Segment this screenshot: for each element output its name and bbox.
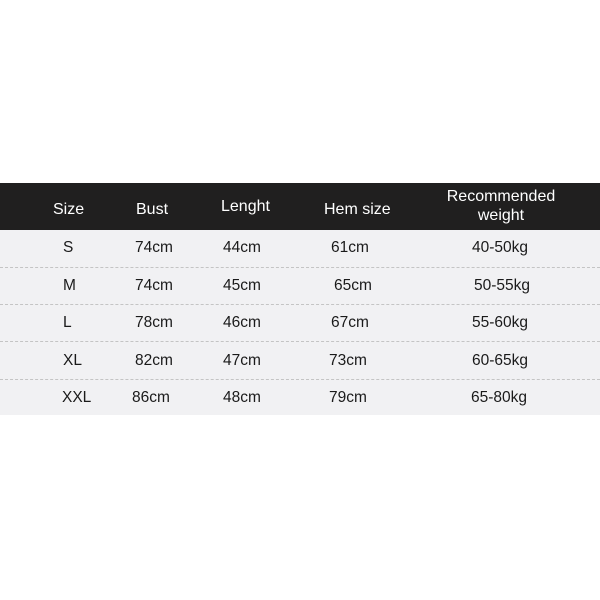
cell-bust: 74cm <box>135 277 173 294</box>
cell-hem: 73cm <box>329 352 367 369</box>
row-divider <box>0 341 600 342</box>
cell-weight: 55-60kg <box>472 314 529 331</box>
cell-weight: 65-80kg <box>471 389 528 406</box>
cell-hem: 67cm <box>331 314 369 331</box>
cell-length: 48cm <box>223 389 261 406</box>
cell-length: 47cm <box>223 352 261 369</box>
cell-size: M <box>63 277 76 294</box>
cell-size: XL <box>63 352 82 369</box>
cell-size: L <box>63 314 72 331</box>
cell-bust: 74cm <box>135 239 173 256</box>
table-row <box>0 230 600 267</box>
cell-length: 45cm <box>223 277 261 294</box>
cell-weight: 50-55kg <box>474 277 531 294</box>
size-chart-table <box>0 183 600 415</box>
cell-hem: 79cm <box>329 389 367 406</box>
cell-bust: 86cm <box>132 389 170 406</box>
cell-hem: 61cm <box>331 239 369 256</box>
cell-length: 46cm <box>223 314 261 331</box>
cell-bust: 82cm <box>135 352 173 369</box>
table-row <box>0 305 600 342</box>
cell-hem: 65cm <box>334 277 372 294</box>
table-row <box>0 268 600 305</box>
cell-size: XXL <box>62 389 92 406</box>
cell-weight: 60-65kg <box>472 352 529 369</box>
table-row <box>0 380 600 417</box>
header-recommended-weight <box>440 187 562 225</box>
header-length: Lenght <box>221 198 270 215</box>
table-header <box>0 183 600 230</box>
table-row <box>0 343 600 380</box>
cell-bust: 78cm <box>135 314 173 331</box>
header-size: Size <box>53 201 85 218</box>
table-body <box>0 230 600 415</box>
cell-length: 44cm <box>223 239 261 256</box>
header-bust: Bust <box>136 201 169 218</box>
header-weight-line1: Recommended <box>446 188 556 205</box>
header-weight-line2: weight <box>477 207 525 224</box>
cell-weight: 40-50kg <box>472 239 529 256</box>
cell-size: S <box>63 239 74 256</box>
header-hem-size: Hem size <box>324 201 391 218</box>
